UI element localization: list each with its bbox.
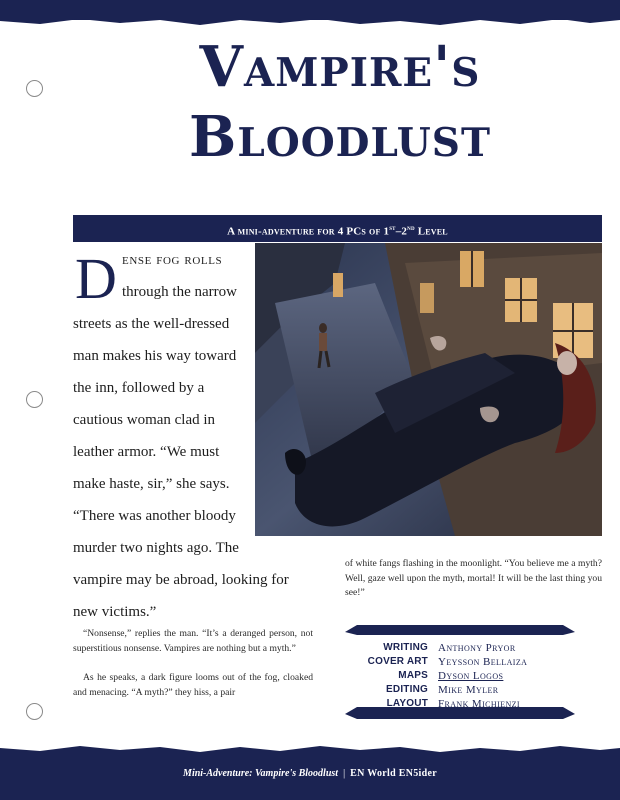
banner-text-post: Level — [414, 225, 448, 238]
lead-opening-caps: ense fog rolls — [122, 252, 223, 268]
top-border — [0, 0, 620, 20]
lead-line: vampire may be abroad, looking for — [73, 572, 289, 588]
credit-role: LAYOUT — [386, 698, 428, 709]
drop-cap: D — [75, 246, 117, 311]
credit-name: Anthony Pryor — [438, 642, 516, 654]
credit-row-writing — [345, 642, 575, 656]
cover-art-illustration — [255, 243, 602, 536]
paragraph-nonsense: “Nonsense,” replies the man. “It’s a deranged person, not superstitious nonsense. Vampires are nothing but a myth.” — [73, 628, 313, 654]
credit-row-editing — [345, 684, 575, 698]
lead-line: cautious woman clad in — [73, 412, 216, 428]
lead-line: man makes his way toward — [73, 348, 237, 364]
lead-line: streets as the well-dressed — [73, 316, 230, 332]
lead-line: the inn, followed by a — [73, 380, 205, 396]
footer-title: Mini-Adventure: Vampire's Bloodlust — [183, 768, 339, 779]
footer — [0, 768, 620, 779]
lead-line: “There was another bloody — [73, 508, 236, 524]
footer-separator: | — [343, 768, 346, 779]
credit-role: COVER ART — [367, 656, 428, 667]
banner-sup-2: nd — [407, 224, 415, 232]
credit-role: MAPS — [398, 670, 428, 681]
binder-hole-icon — [26, 80, 43, 97]
credit-row-layout — [345, 698, 575, 712]
binder-hole-icon — [26, 391, 43, 408]
banner-text-mid: –2 — [395, 225, 408, 238]
binder-hole-icon — [26, 703, 43, 720]
credit-row-cover-art — [345, 656, 575, 670]
title-line-1: Vampire's — [199, 34, 481, 100]
credit-role: EDITING — [386, 684, 428, 695]
lead-line: leather armor. “We must — [73, 444, 220, 460]
paragraph-figure: As he speaks, a dark figure looms out of the fog, cloaked and menacing. “A myth?” they hiss, a pair — [73, 672, 313, 698]
lead-line: make haste, sir,” she says. — [73, 476, 230, 492]
credits-box — [345, 622, 575, 722]
footer-publisher: EN World EN5ider — [350, 768, 437, 779]
banner-text-pre: A mini-adventure for 4 PCs of 1 — [227, 225, 390, 238]
bottom-border-torn-edge — [0, 744, 620, 754]
subtitle-banner — [73, 215, 602, 242]
credit-role: WRITING — [383, 642, 428, 653]
credit-name: Frank Michienzi — [438, 698, 520, 710]
lead-line: murder two nights ago. The — [73, 540, 239, 556]
title-line-2: Bloodlust — [188, 104, 491, 170]
lead-opening — [122, 245, 222, 275]
lead-line: new victims.” — [73, 604, 157, 620]
banner-sup-1: st — [389, 224, 396, 232]
top-border-torn-edge — [0, 14, 620, 28]
paragraph-myth: of white fangs flashing in the moonlight. “You believe me a myth? Well, gaze well upon the myth, mortal! It will be the last thing you see!” — [345, 558, 602, 598]
credit-name: Mike Myler — [438, 684, 499, 696]
credit-name: Yeysson Bellaiza — [438, 656, 528, 668]
lead-line: through the narrow — [122, 284, 237, 300]
credit-name-link[interactable]: Dyson Logos — [438, 670, 504, 682]
credit-row-maps — [345, 670, 575, 684]
